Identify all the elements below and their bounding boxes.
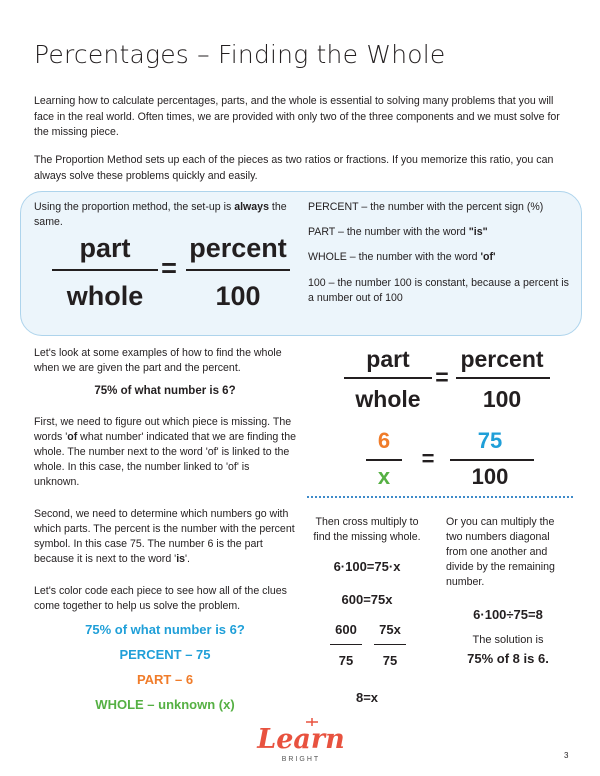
colored-frac-bar-right (450, 459, 534, 461)
divide-fraction (326, 622, 410, 674)
colored-proportion-fraction (360, 428, 540, 492)
colored-question: 75% of what number is 6? (85, 622, 245, 637)
learn-bright-logo (246, 716, 356, 766)
right-frac-bar-right (456, 377, 550, 379)
divide-bar-left (330, 644, 362, 645)
right-frac-bar-left (344, 377, 432, 379)
box-frac-bar-right (186, 269, 290, 271)
examples-intro: Let's look at some examples of how to find the whole when we are given the part and the percent. (34, 347, 282, 374)
dotted-divider (307, 496, 573, 498)
solution-label: The solution is (472, 634, 544, 646)
diagonal-method-intro: Or you can multiply the two numbers diagonal from one another and divide by the remaining number. (446, 516, 555, 588)
right-proportion-fraction (344, 346, 552, 422)
colored-whole: WHOLE – unknown (x) (95, 697, 235, 712)
step-one-paragraph: First, we need to figure out which piece is missing. The words 'of what number' indicated that we are finding the whole. The number next to the word 'of' is linked to the whole. In this case, the number linked to 'of' is unknown. (34, 416, 296, 488)
divide-num-left: 600 (335, 622, 357, 637)
colored-frac-six: 6 (377, 428, 391, 453)
right-frac-percent: percent (460, 346, 544, 372)
page-title: Percentages – Finding the Whole (34, 40, 446, 69)
colored-part: PART – 6 (136, 672, 194, 687)
box-frac-whole: whole (66, 281, 144, 311)
colored-frac-seventy-five: 75 (477, 428, 503, 453)
box-frac-percent: percent (189, 233, 287, 263)
solution-statement: 75% of 8 is 6. (467, 651, 549, 666)
divide-den-left: 75 (338, 653, 354, 668)
cross-multiply-eq1: 6·100=75·x (333, 559, 401, 574)
colored-frac-equals: = (421, 446, 435, 471)
box-frac-equals: = (161, 253, 177, 283)
diagonal-method-eq: 6·100÷75=8 (473, 607, 543, 622)
logo-word: Learn (257, 724, 345, 755)
page-number: 3 (564, 751, 569, 760)
divide-den-right: 75 (382, 653, 398, 668)
right-frac-hundred: 100 (482, 386, 522, 412)
def-part: PART – the number with the word "is" (308, 226, 488, 238)
cross-multiply-eq2: 600=75x (341, 592, 393, 607)
box-frac-part: part (79, 233, 131, 263)
def-whole: WHOLE – the number with the word 'of' (308, 251, 496, 263)
logo-graphic (246, 716, 356, 766)
right-frac-equals: = (435, 364, 449, 390)
cross-multiply-result: 8=x (355, 690, 379, 705)
box-setup-text: Using the proportion method, the set-up is always the same. (34, 201, 287, 228)
color-code-intro: Let's color code each piece to see how all of the clues come together to help us solve the problem. (34, 585, 287, 612)
logo-sub: BRIGHT (281, 756, 321, 763)
intro-paragraph-1: Learning how to calculate percentages, parts, and the whole is essential to solving many problems that you will face in the real world. Often times, we are provided with only two of the three components and we must solve for the missing piece. (34, 95, 560, 139)
cross-multiply-intro: Then cross multiply to find the missing whole. (313, 516, 421, 543)
box-frac-bar-left (52, 269, 158, 271)
def-hundred: 100 – the number 100 is constant, because a percent is a number out of 100 (308, 277, 569, 304)
colored-frac-bar-left (366, 459, 402, 461)
right-frac-whole: whole (355, 386, 421, 412)
divide-bar-right (374, 644, 406, 645)
box-frac-hundred: 100 (215, 281, 261, 311)
divide-num-right: 75x (379, 622, 401, 637)
colored-frac-x: x (377, 464, 391, 489)
step-two-paragraph: Second, we need to determine which numbers go with which parts. The percent is the number with the percent symbol. In this case 75. The number 6 is the part because it is next to the word 'is'. (34, 508, 295, 565)
colored-percent: PERCENT – 75 (119, 647, 211, 662)
def-percent: PERCENT – the number with the percent sign (%) (308, 201, 544, 213)
intro-paragraph-2: The Proportion Method sets up each of the pieces as two ratios or fractions. If you memorize this ratio, you can always solve these problems quickly and easily. (34, 154, 554, 182)
example-question: 75% of what number is 6? (94, 385, 236, 397)
colored-frac-hundred: 100 (471, 464, 509, 489)
right-frac-part: part (366, 346, 410, 372)
box-proportion-fraction (52, 233, 292, 313)
